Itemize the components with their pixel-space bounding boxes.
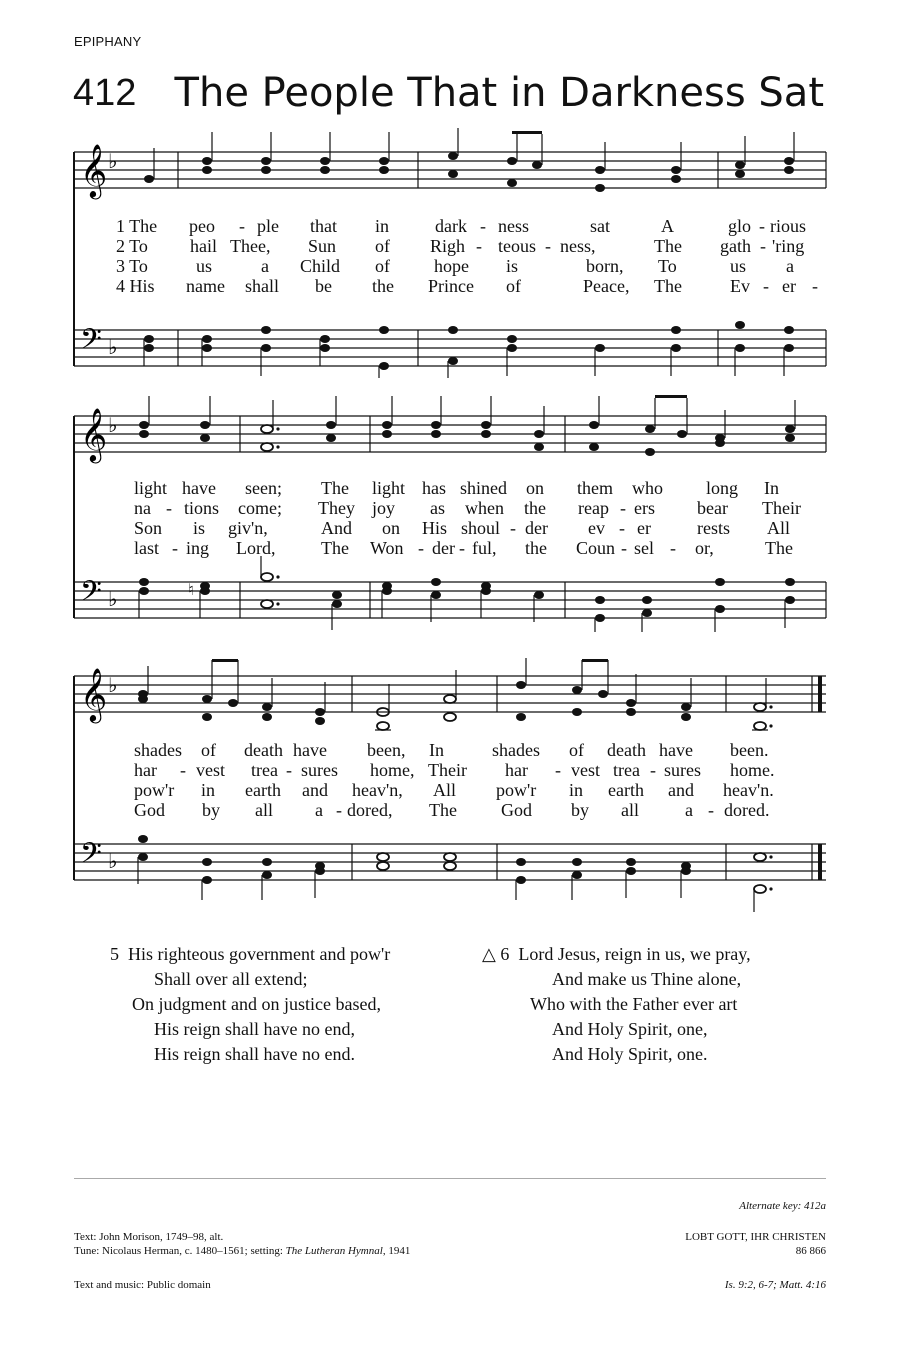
lyric-syllable: The bbox=[429, 800, 457, 820]
lyric-syllable: of bbox=[201, 740, 216, 760]
lyric-syllable: has bbox=[422, 478, 446, 498]
lyric-syllable: by bbox=[571, 800, 589, 820]
lyric-syllable: - bbox=[166, 498, 172, 518]
verse-4-row-1 bbox=[0, 276, 900, 296]
lyric-syllable: - bbox=[812, 276, 818, 296]
lyric-syllable: - bbox=[510, 518, 516, 538]
lyric-syllable: sat bbox=[590, 216, 610, 236]
flat-key-signature-icon: ♭ bbox=[108, 151, 118, 173]
lyric-syllable: us bbox=[196, 256, 213, 276]
lyric-syllable: death bbox=[607, 740, 646, 760]
treble-clef-icon: 𝄞 bbox=[80, 407, 108, 461]
lyric-syllable: reap bbox=[578, 498, 609, 518]
lyric-syllable: - bbox=[759, 216, 765, 236]
lyric-syllable: by bbox=[202, 800, 220, 820]
lyric-syllable: God bbox=[134, 800, 165, 820]
lyric-syllable: all bbox=[621, 800, 639, 820]
tune-credit: Tune: Nicolaus Herman, c. 1480–1561; setting: The Lutheran Hymnal, 1941 bbox=[74, 1245, 411, 1257]
lyric-syllable: - bbox=[763, 276, 769, 296]
lyric-syllable: The bbox=[654, 276, 682, 296]
lyric-syllable: - bbox=[670, 538, 676, 558]
lyric-syllable: Sun bbox=[308, 236, 337, 256]
verse-3-row-1 bbox=[0, 256, 900, 276]
lyric-syllable: vest bbox=[196, 760, 225, 780]
lyric-syllable: glo bbox=[728, 216, 752, 236]
lyric-syllable: sel bbox=[634, 538, 654, 558]
lyric-syllable: when bbox=[465, 498, 504, 518]
lyric-syllable: Child bbox=[300, 256, 341, 276]
copyright: Text and music: Public domain bbox=[74, 1279, 211, 1291]
stanza-5: 5 His righteous government and pow'r Shall over all extend; On judgment and on justice based, His reign shall have no end, His reign shall have no end. bbox=[110, 944, 391, 1064]
lyric-syllable: them bbox=[577, 478, 613, 498]
lyric-syllable: har bbox=[505, 760, 528, 780]
lyric-syllable: - bbox=[619, 518, 625, 538]
lyric-syllable: 'ring bbox=[772, 236, 805, 256]
lyric-syllable: - bbox=[418, 538, 424, 558]
lyric-syllable: ness bbox=[498, 216, 529, 236]
lyric-syllable: the bbox=[372, 276, 394, 296]
lyric-syllable: Coun bbox=[576, 538, 616, 558]
lyric-syllable: The bbox=[765, 538, 793, 558]
lyric-syllable: gath bbox=[720, 236, 751, 256]
lyric-syllable: - bbox=[555, 760, 561, 780]
lyric-syllable: tions bbox=[184, 498, 220, 518]
lyric-syllable: - bbox=[621, 538, 627, 558]
lyric-syllable: be bbox=[315, 276, 332, 296]
lyric-syllable: pow'r bbox=[496, 780, 537, 800]
scripture-references: Is. 9:2, 6-7; Matt. 4:16 bbox=[724, 1279, 826, 1291]
lyric-syllable: light bbox=[134, 478, 168, 498]
lyric-syllable: all bbox=[255, 800, 273, 820]
lyric-syllable: - bbox=[336, 800, 342, 820]
lyric-syllable: and bbox=[668, 780, 694, 800]
treble-clef-icon: 𝄞 bbox=[80, 667, 108, 721]
lyric-syllable: joy bbox=[372, 498, 396, 518]
lyric-syllable: To bbox=[658, 256, 677, 276]
lyric-syllable: home, bbox=[370, 760, 415, 780]
lyric-syllable: the bbox=[525, 538, 547, 558]
lyric-syllable: trea bbox=[613, 760, 640, 780]
lyric-syllable: dark bbox=[435, 216, 467, 236]
lyric-syllable: shall bbox=[245, 276, 279, 296]
verse-1-row-2 bbox=[0, 478, 900, 498]
lyric-syllable: - bbox=[476, 236, 482, 256]
lyric-syllable: giv'n, bbox=[228, 518, 268, 538]
verse-1-row-3 bbox=[0, 740, 900, 760]
lyric-syllable: shined bbox=[460, 478, 507, 498]
lyric-syllable: a bbox=[685, 800, 693, 820]
lyric-syllable: And bbox=[321, 518, 352, 538]
lyric-syllable: shades bbox=[134, 740, 182, 760]
lyric-syllable: The bbox=[321, 538, 349, 558]
lyric-syllable: earth bbox=[608, 780, 644, 800]
verse-3-row-2 bbox=[0, 518, 900, 538]
verse-2-row-1 bbox=[0, 236, 900, 256]
tune-name: LOBT GOTT, IHR CHRISTEN bbox=[685, 1231, 826, 1243]
lyric-syllable: - bbox=[459, 538, 465, 558]
season-label: EPIPHANY bbox=[74, 34, 142, 49]
lyric-syllable: The bbox=[321, 478, 349, 498]
lyric-syllable: In bbox=[429, 740, 444, 760]
lyric-syllable: der bbox=[432, 538, 455, 558]
lyric-syllable: that bbox=[310, 216, 337, 236]
lyric-syllable: - bbox=[480, 216, 486, 236]
flat-key-signature-icon: ♭ bbox=[108, 415, 118, 437]
lyric-syllable: Prince bbox=[428, 276, 474, 296]
lyric-syllable: of bbox=[569, 740, 584, 760]
bass-clef-icon: 𝄢 bbox=[80, 837, 102, 877]
verse-4-row-3 bbox=[0, 800, 900, 820]
lyric-syllable: A bbox=[661, 216, 674, 236]
lyric-syllable: earth bbox=[245, 780, 281, 800]
lyric-syllable: have bbox=[182, 478, 216, 498]
lyric-syllable: shoul bbox=[461, 518, 501, 538]
lyric-syllable: heav'n, bbox=[352, 780, 403, 800]
lyric-syllable: light bbox=[372, 478, 406, 498]
lyric-syllable: rests bbox=[697, 518, 730, 538]
treble-clef-icon: 𝄞 bbox=[80, 143, 108, 197]
lyric-syllable: death bbox=[244, 740, 283, 760]
lyric-syllable: a bbox=[315, 800, 323, 820]
lyric-syllable: - bbox=[545, 236, 551, 256]
bass-clef-icon: 𝄢 bbox=[80, 575, 102, 615]
lyric-syllable: born, bbox=[586, 256, 624, 276]
lyric-syllable: All bbox=[433, 780, 457, 800]
verse-2-row-2 bbox=[0, 498, 900, 518]
lyric-syllable: Won bbox=[370, 538, 404, 558]
stanza-6: △ 6 Lord Jesus, reign in us, we pray, And make us Thine alone, Who with the Father ever art And Holy Spirit, one, And Holy Spirit, one. bbox=[482, 944, 751, 1064]
lyric-syllable: pow'r bbox=[134, 780, 175, 800]
lyric-syllable: na bbox=[134, 498, 151, 518]
lyric-syllable: in bbox=[201, 780, 216, 800]
footer-divider bbox=[74, 1178, 826, 1179]
lyric-syllable: - bbox=[708, 800, 714, 820]
lyric-syllable: - bbox=[239, 216, 245, 236]
lyric-syllable: is bbox=[193, 518, 206, 538]
lyric-syllable: or, bbox=[695, 538, 714, 558]
lyric-syllable: been. bbox=[730, 740, 769, 760]
lyric-syllable: ness, bbox=[560, 236, 596, 256]
lyric-syllable: ers bbox=[634, 498, 655, 518]
lyric-syllable: on bbox=[382, 518, 400, 538]
lyric-syllable: of bbox=[375, 256, 390, 276]
lyric-syllable: last bbox=[134, 538, 159, 558]
lyric-syllable: sures bbox=[664, 760, 701, 780]
lyric-syllable: - bbox=[760, 236, 766, 256]
lyric-syllable: home. bbox=[730, 760, 775, 780]
lyric-syllable: trea bbox=[251, 760, 278, 780]
lyric-syllable: der bbox=[525, 518, 548, 538]
flat-key-signature-icon: ♭ bbox=[108, 337, 118, 359]
lyric-syllable: His bbox=[422, 518, 448, 538]
lyric-syllable: is bbox=[506, 256, 519, 276]
hymn-title: The People That in Darkness Sat bbox=[174, 70, 824, 116]
lyric-syllable: have bbox=[293, 740, 327, 760]
lyric-syllable: er bbox=[637, 518, 651, 538]
hymn-number: 412 bbox=[73, 72, 137, 114]
lyric-syllable: ing bbox=[186, 538, 210, 558]
lyric-syllable: peo bbox=[189, 216, 215, 236]
lyric-syllable: of bbox=[506, 276, 521, 296]
lyric-syllable: been, bbox=[367, 740, 406, 760]
lyric-syllable: a bbox=[786, 256, 794, 276]
lyric-syllable: long bbox=[706, 478, 739, 498]
lyric-syllable: Thee, bbox=[230, 236, 271, 256]
lyric-syllable: ev bbox=[588, 518, 605, 538]
verse-4-row-2 bbox=[0, 538, 900, 558]
lyric-syllable: 2 To bbox=[116, 236, 148, 256]
lyric-syllable: Peace, bbox=[583, 276, 630, 296]
lyric-syllable: - bbox=[286, 760, 292, 780]
alternate-triangle-icon: △ bbox=[482, 944, 496, 964]
lyric-syllable: 4 His bbox=[116, 276, 155, 296]
lyric-syllable: har bbox=[134, 760, 157, 780]
lyric-syllable: teous bbox=[498, 236, 536, 256]
lyric-syllable: rious bbox=[770, 216, 806, 236]
bass-clef-icon: 𝄢 bbox=[80, 323, 102, 363]
lyric-syllable: ple bbox=[257, 216, 279, 236]
lyric-syllable: seen; bbox=[245, 478, 282, 498]
lyric-syllable: All bbox=[767, 518, 791, 538]
lyric-syllable: - bbox=[180, 760, 186, 780]
lyric-syllable: of bbox=[375, 236, 390, 256]
lyric-syllable: and bbox=[302, 780, 328, 800]
lyric-syllable: Their bbox=[762, 498, 801, 518]
flat-key-signature-icon: ♭ bbox=[108, 675, 118, 697]
lyric-syllable: on bbox=[526, 478, 544, 498]
lyric-syllable: The bbox=[654, 236, 682, 256]
lyric-syllable: Ev bbox=[730, 276, 750, 296]
lyric-syllable: - bbox=[650, 760, 656, 780]
lyric-syllable: ful, bbox=[472, 538, 497, 558]
lyric-syllable: have bbox=[659, 740, 693, 760]
lyric-syllable: name bbox=[186, 276, 225, 296]
lyric-syllable: They bbox=[318, 498, 355, 518]
lyric-syllable: - bbox=[620, 498, 626, 518]
text-credit: Text: John Morison, 1749–98, alt. bbox=[74, 1231, 224, 1243]
lyric-syllable: hope bbox=[434, 256, 469, 276]
lyric-syllable: 1 The bbox=[116, 216, 158, 236]
lyric-syllable: in bbox=[375, 216, 390, 236]
lyric-syllable: 3 To bbox=[116, 256, 148, 276]
meter: 86 866 bbox=[795, 1245, 826, 1257]
lyric-syllable: a bbox=[261, 256, 269, 276]
lyric-syllable: In bbox=[764, 478, 779, 498]
lyric-syllable: dored, bbox=[347, 800, 393, 820]
lyric-syllable: - bbox=[172, 538, 178, 558]
lyric-syllable: dored. bbox=[724, 800, 770, 820]
natural-sign-icon: ♮ bbox=[188, 582, 194, 599]
lyric-syllable: us bbox=[730, 256, 747, 276]
lyric-syllable: shades bbox=[492, 740, 540, 760]
lyric-syllable: bear bbox=[697, 498, 728, 518]
lyric-syllable: sures bbox=[301, 760, 338, 780]
lyric-syllable: vest bbox=[571, 760, 600, 780]
lyric-syllable: Son bbox=[134, 518, 163, 538]
lyric-syllable: Lord, bbox=[236, 538, 276, 558]
alternate-key: Alternate key: 412a bbox=[739, 1200, 826, 1212]
flat-key-signature-icon: ♭ bbox=[108, 851, 118, 873]
verse-2-row-3 bbox=[0, 760, 900, 780]
lyric-syllable: Their bbox=[428, 760, 467, 780]
lyric-syllable: heav'n. bbox=[723, 780, 774, 800]
lyric-syllable: Righ bbox=[430, 236, 466, 256]
lyric-syllable: er bbox=[782, 276, 796, 296]
lyric-syllable: hail bbox=[190, 236, 217, 256]
lyric-syllable: come; bbox=[238, 498, 282, 518]
lyric-syllable: the bbox=[524, 498, 546, 518]
lyric-syllable: as bbox=[430, 498, 445, 518]
verse-1-row-1 bbox=[0, 216, 900, 236]
verse-3-row-3 bbox=[0, 780, 900, 800]
flat-key-signature-icon: ♭ bbox=[108, 589, 118, 611]
lyric-syllable: who bbox=[632, 478, 663, 498]
lyric-syllable: God bbox=[501, 800, 532, 820]
lyric-syllable: in bbox=[569, 780, 584, 800]
